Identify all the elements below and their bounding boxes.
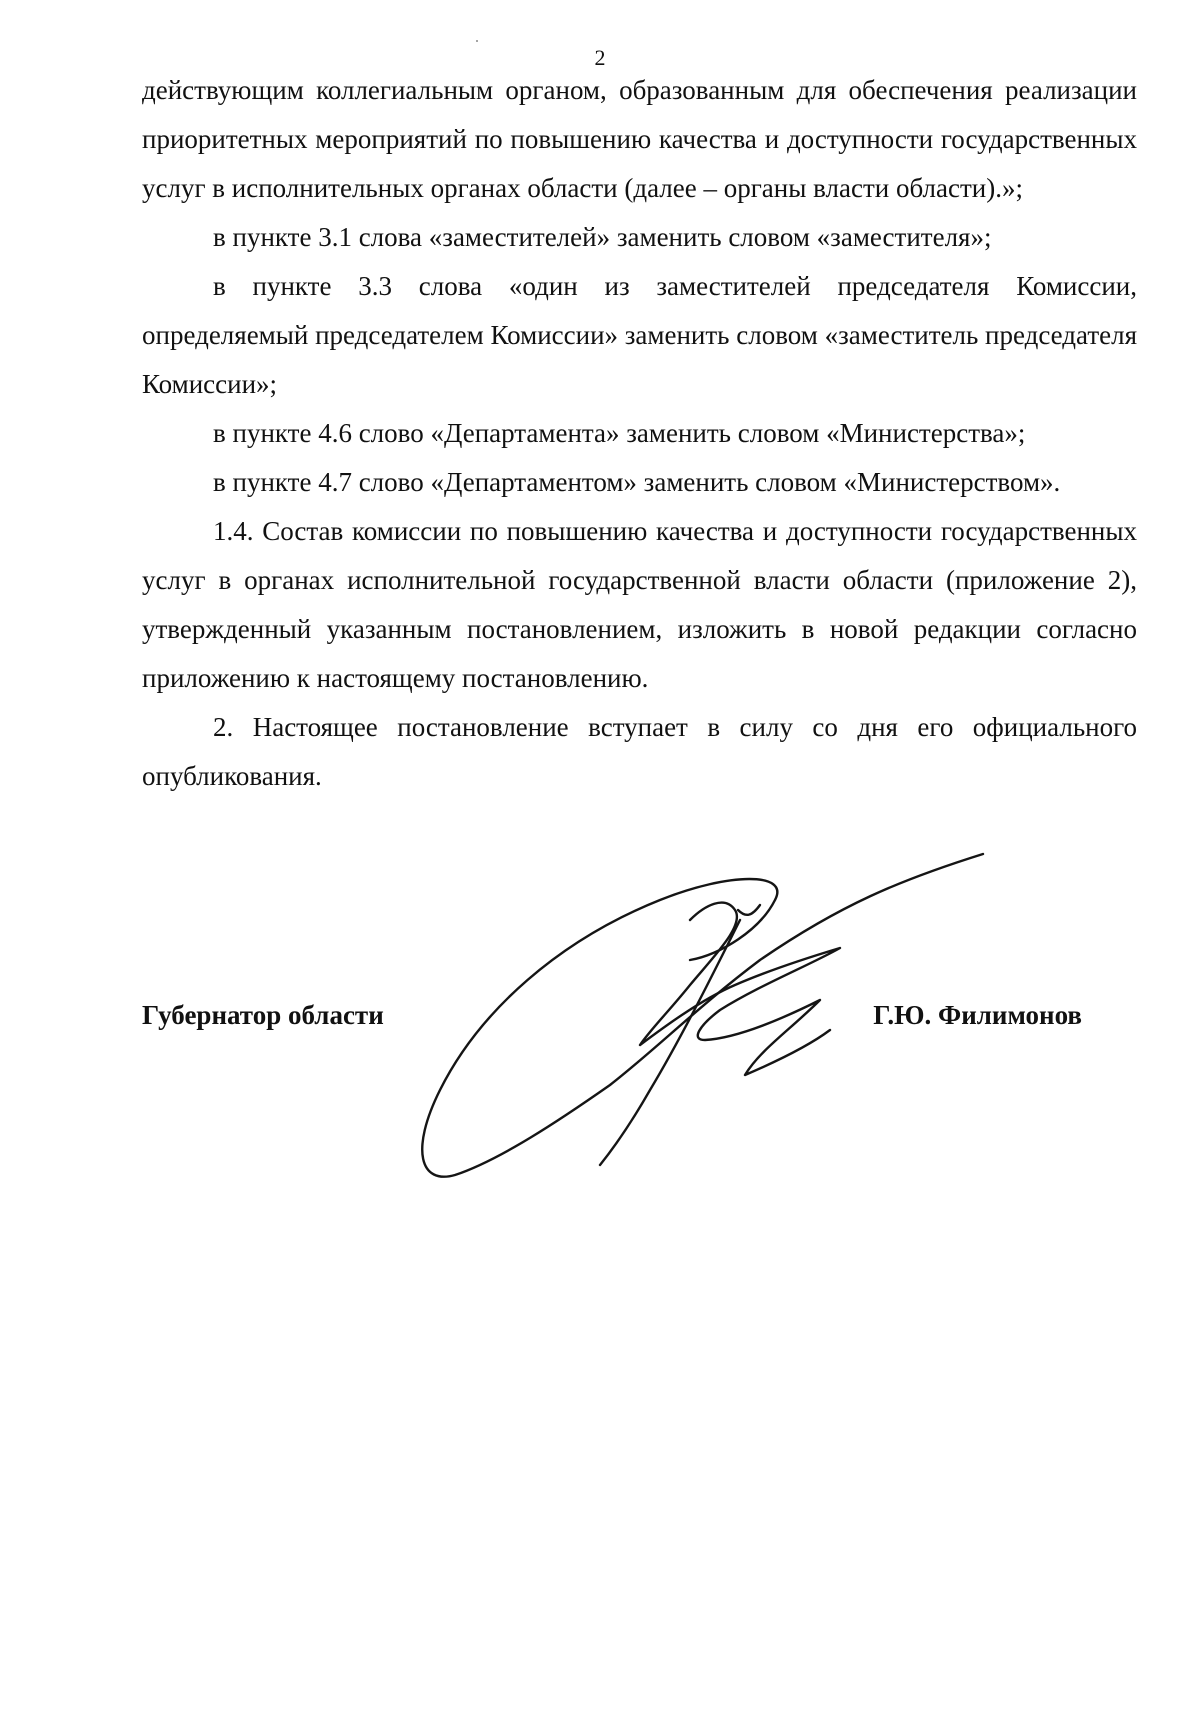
signatory-title: Губернатор области: [142, 1000, 384, 1030]
paragraph-item-3-1: в пункте 3.1 слова «заместителей» заменить словом «заместителя»;: [213, 222, 992, 252]
signatory-name: Г.Ю. Филимонов: [873, 1000, 1082, 1030]
signature-block: [142, 995, 1082, 1055]
paragraph-clause-1-4: 1.4. Состав комиссии по повышению качества и доступности государственных услуг в органах исполнительной государственной власти области (приложение 2), утвержденный указанным постановлением, изложить в новой редакции согласно приложению к настоящему постановлению.: [142, 516, 1137, 693]
document-body: [142, 66, 1137, 801]
paragraph-clause-2: 2. Настоящее постановление вступает в силу со дня его официального опубликования.: [142, 712, 1137, 791]
paragraph-item-3-3: в пункте 3.3 слова «один из заместителей председателя Комиссии, определяемый председателем Комиссии» заменить словом «заместитель председателя Комиссии»;: [142, 271, 1137, 399]
page-number: 2: [594, 45, 606, 70]
paragraph-item-4-6: в пункте 4.6 слово «Департамента» заменить словом «Министерства»;: [213, 418, 1026, 448]
paragraph-continuation: действующим коллегиальным органом, образованным для обеспечения реализации приоритетных мероприятий по повышению качества и доступности государственных услуг в исполнительных органах области (далее – органы власти области).»;: [142, 75, 1137, 203]
scan-speck: [476, 40, 478, 42]
paragraph-item-4-7: в пункте 4.7 слово «Департаментом» заменить словом «Министерством».: [213, 467, 1061, 497]
